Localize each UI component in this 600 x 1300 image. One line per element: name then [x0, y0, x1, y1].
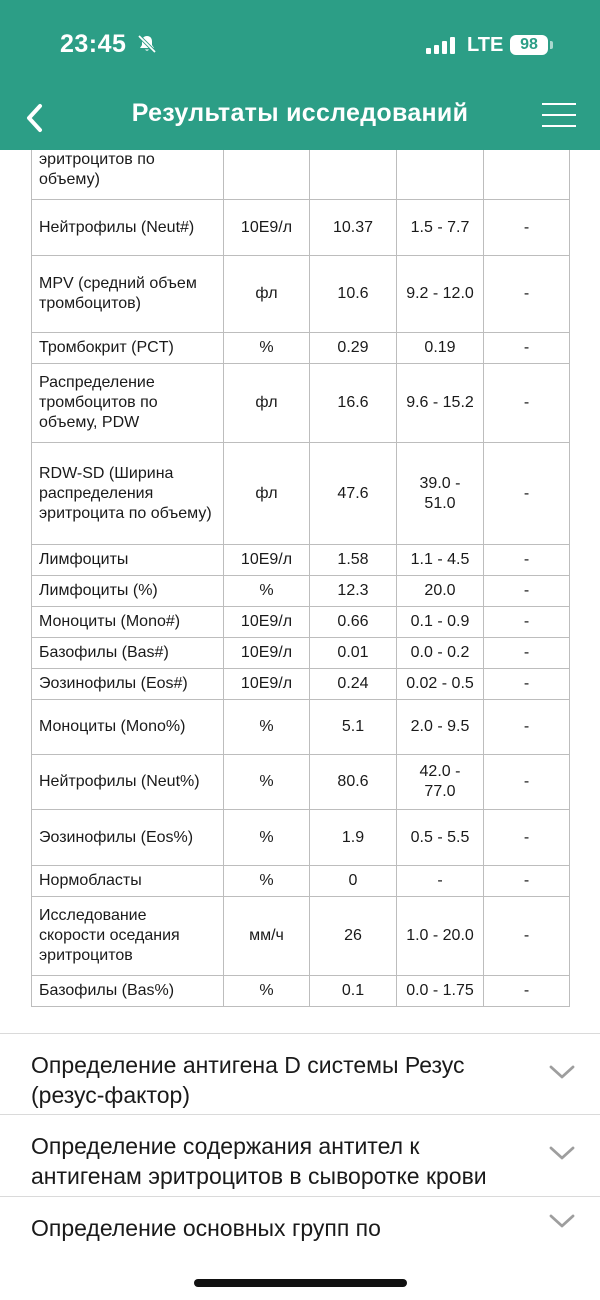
param-unit: 10Е9/л	[224, 607, 310, 638]
param-unit: 10Е9/л	[224, 545, 310, 576]
accordion-item-title: Определение антигена D системы Резус (резус-фактор)	[31, 1052, 465, 1108]
hamburger-menu-icon[interactable]	[542, 103, 576, 127]
param-name: Тромбокрит (PCT)	[32, 333, 224, 364]
param-value: 0.01	[310, 638, 397, 669]
accordion-item-blood-groups[interactable]	[0, 1196, 600, 1277]
param-value: 10.6	[310, 256, 397, 333]
param-flag: -	[484, 333, 570, 364]
table-row	[32, 364, 570, 443]
accordion-item-antibodies[interactable]	[0, 1114, 600, 1196]
param-flag: -	[484, 897, 570, 976]
table-row	[32, 866, 570, 897]
param-name: Моноциты (Mono#)	[32, 607, 224, 638]
param-name: Нейтрофилы (Neut#)	[32, 200, 224, 256]
param-value: 10.37	[310, 200, 397, 256]
param-unit: %	[224, 976, 310, 1007]
param-name: Лимфоциты (%)	[32, 576, 224, 607]
table-row	[32, 755, 570, 810]
nav-bar	[0, 90, 600, 150]
table-row	[32, 976, 570, 1007]
param-ref: 0.0 - 0.2	[397, 638, 484, 669]
param-value: 0.66	[310, 607, 397, 638]
param-name: Эозинофилы (Eos%)	[32, 810, 224, 866]
param-unit: 10Е9/л	[224, 200, 310, 256]
param-ref: -	[397, 866, 484, 897]
table-row	[32, 256, 570, 333]
table-row	[32, 669, 570, 700]
param-name: Нейтрофилы (Neut%)	[32, 755, 224, 810]
param-flag: -	[484, 810, 570, 866]
accordion-item-title: Определение содержания антител к антигенам эритроцитов в сыворотке крови	[31, 1133, 487, 1189]
results-table	[31, 150, 570, 1007]
param-ref: 2.0 - 9.5	[397, 700, 484, 755]
battery-tip	[550, 41, 553, 49]
param-flag: -	[484, 576, 570, 607]
table-row	[32, 200, 570, 256]
param-name: Лимфоциты	[32, 545, 224, 576]
table-row	[32, 810, 570, 866]
param-flag: -	[484, 866, 570, 897]
param-flag: -	[484, 755, 570, 810]
param-value: 5.1	[310, 700, 397, 755]
param-ref: 0.19	[397, 333, 484, 364]
table-row	[32, 576, 570, 607]
status-bar	[0, 0, 600, 90]
accordion-item-title: Определение основных групп по	[31, 1215, 381, 1241]
param-unit: %	[224, 576, 310, 607]
table-row	[32, 545, 570, 576]
param-value: 80.6	[310, 755, 397, 810]
chevron-down-icon[interactable]	[548, 1145, 576, 1166]
sections-accordion	[0, 1033, 600, 1277]
bell-slash-icon	[137, 34, 157, 59]
param-unit: 10Е9/л	[224, 638, 310, 669]
param-unit: %	[224, 700, 310, 755]
param-unit: фл	[224, 364, 310, 443]
table-row	[32, 150, 570, 200]
param-value: 1.9	[310, 810, 397, 866]
param-value: 0.29	[310, 333, 397, 364]
table-row	[32, 638, 570, 669]
param-value: 16.6	[310, 364, 397, 443]
param-value: 12.3	[310, 576, 397, 607]
param-ref: 1.1 - 4.5	[397, 545, 484, 576]
status-time: 23:45	[60, 30, 127, 58]
table-row	[32, 700, 570, 755]
param-unit: %	[224, 810, 310, 866]
param-ref: 0.0 - 1.75	[397, 976, 484, 1007]
param-ref: 0.02 - 0.5	[397, 669, 484, 700]
param-flag: -	[484, 545, 570, 576]
param-flag: -	[484, 607, 570, 638]
param-ref: 0.5 - 5.5	[397, 810, 484, 866]
param-unit: %	[224, 755, 310, 810]
param-unit: фл	[224, 256, 310, 333]
param-flag: -	[484, 700, 570, 755]
table-row	[32, 443, 570, 545]
param-name: Базофилы (Bas#)	[32, 638, 224, 669]
param-unit: %	[224, 333, 310, 364]
param-value: 26	[310, 897, 397, 976]
param-unit: мм/ч	[224, 897, 310, 976]
param-flag: -	[484, 256, 570, 333]
app-header	[0, 0, 600, 150]
accordion-item-rh-factor[interactable]	[0, 1033, 600, 1114]
results-table-container	[31, 150, 569, 1007]
param-ref: 0.1 - 0.9	[397, 607, 484, 638]
param-name: Распределение тромбоцитов по объему, PDW	[32, 364, 224, 443]
param-name: эритроцитов по объему)	[32, 150, 224, 200]
chevron-down-icon[interactable]	[548, 1213, 576, 1234]
param-unit: %	[224, 866, 310, 897]
param-ref: 9.2 - 12.0	[397, 256, 484, 333]
param-ref: 1.0 - 20.0	[397, 897, 484, 976]
network-type: LTE	[467, 34, 504, 56]
param-ref: 20.0	[397, 576, 484, 607]
param-value: 0.24	[310, 669, 397, 700]
param-flag: -	[484, 638, 570, 669]
param-ref: 1.5 - 7.7	[397, 200, 484, 256]
param-name: Моноциты (Mono%)	[32, 700, 224, 755]
param-name: MPV (средний объем тромбоцитов)	[32, 256, 224, 333]
param-value: 47.6	[310, 443, 397, 545]
param-name: Эозинофилы (Eos#)	[32, 669, 224, 700]
table-row	[32, 607, 570, 638]
param-flag: -	[484, 669, 570, 700]
param-flag: -	[484, 976, 570, 1007]
param-ref: 39.0 - 51.0	[397, 443, 484, 545]
chevron-down-icon[interactable]	[548, 1064, 576, 1085]
param-ref: 42.0 - 77.0	[397, 755, 484, 810]
param-name: Исследование скорости оседания эритроцитов	[32, 897, 224, 976]
param-flag: -	[484, 200, 570, 256]
table-row	[32, 333, 570, 364]
param-name: Нормобласты	[32, 866, 224, 897]
home-indicator[interactable]	[194, 1279, 407, 1287]
param-name: RDW-SD (Ширина распределения эритроцита по объему)	[32, 443, 224, 545]
page-title: Результаты исследований	[131, 99, 469, 127]
param-value: 1.58	[310, 545, 397, 576]
table-row	[32, 897, 570, 976]
param-flag: -	[484, 443, 570, 545]
param-value: 0	[310, 866, 397, 897]
param-ref: 9.6 - 15.2	[397, 364, 484, 443]
param-name: Базофилы (Bas%)	[32, 976, 224, 1007]
param-flag: -	[484, 364, 570, 443]
param-unit: фл	[224, 443, 310, 545]
param-value: 0.1	[310, 976, 397, 1007]
param-unit: 10Е9/л	[224, 669, 310, 700]
battery-icon: 98	[510, 35, 548, 55]
